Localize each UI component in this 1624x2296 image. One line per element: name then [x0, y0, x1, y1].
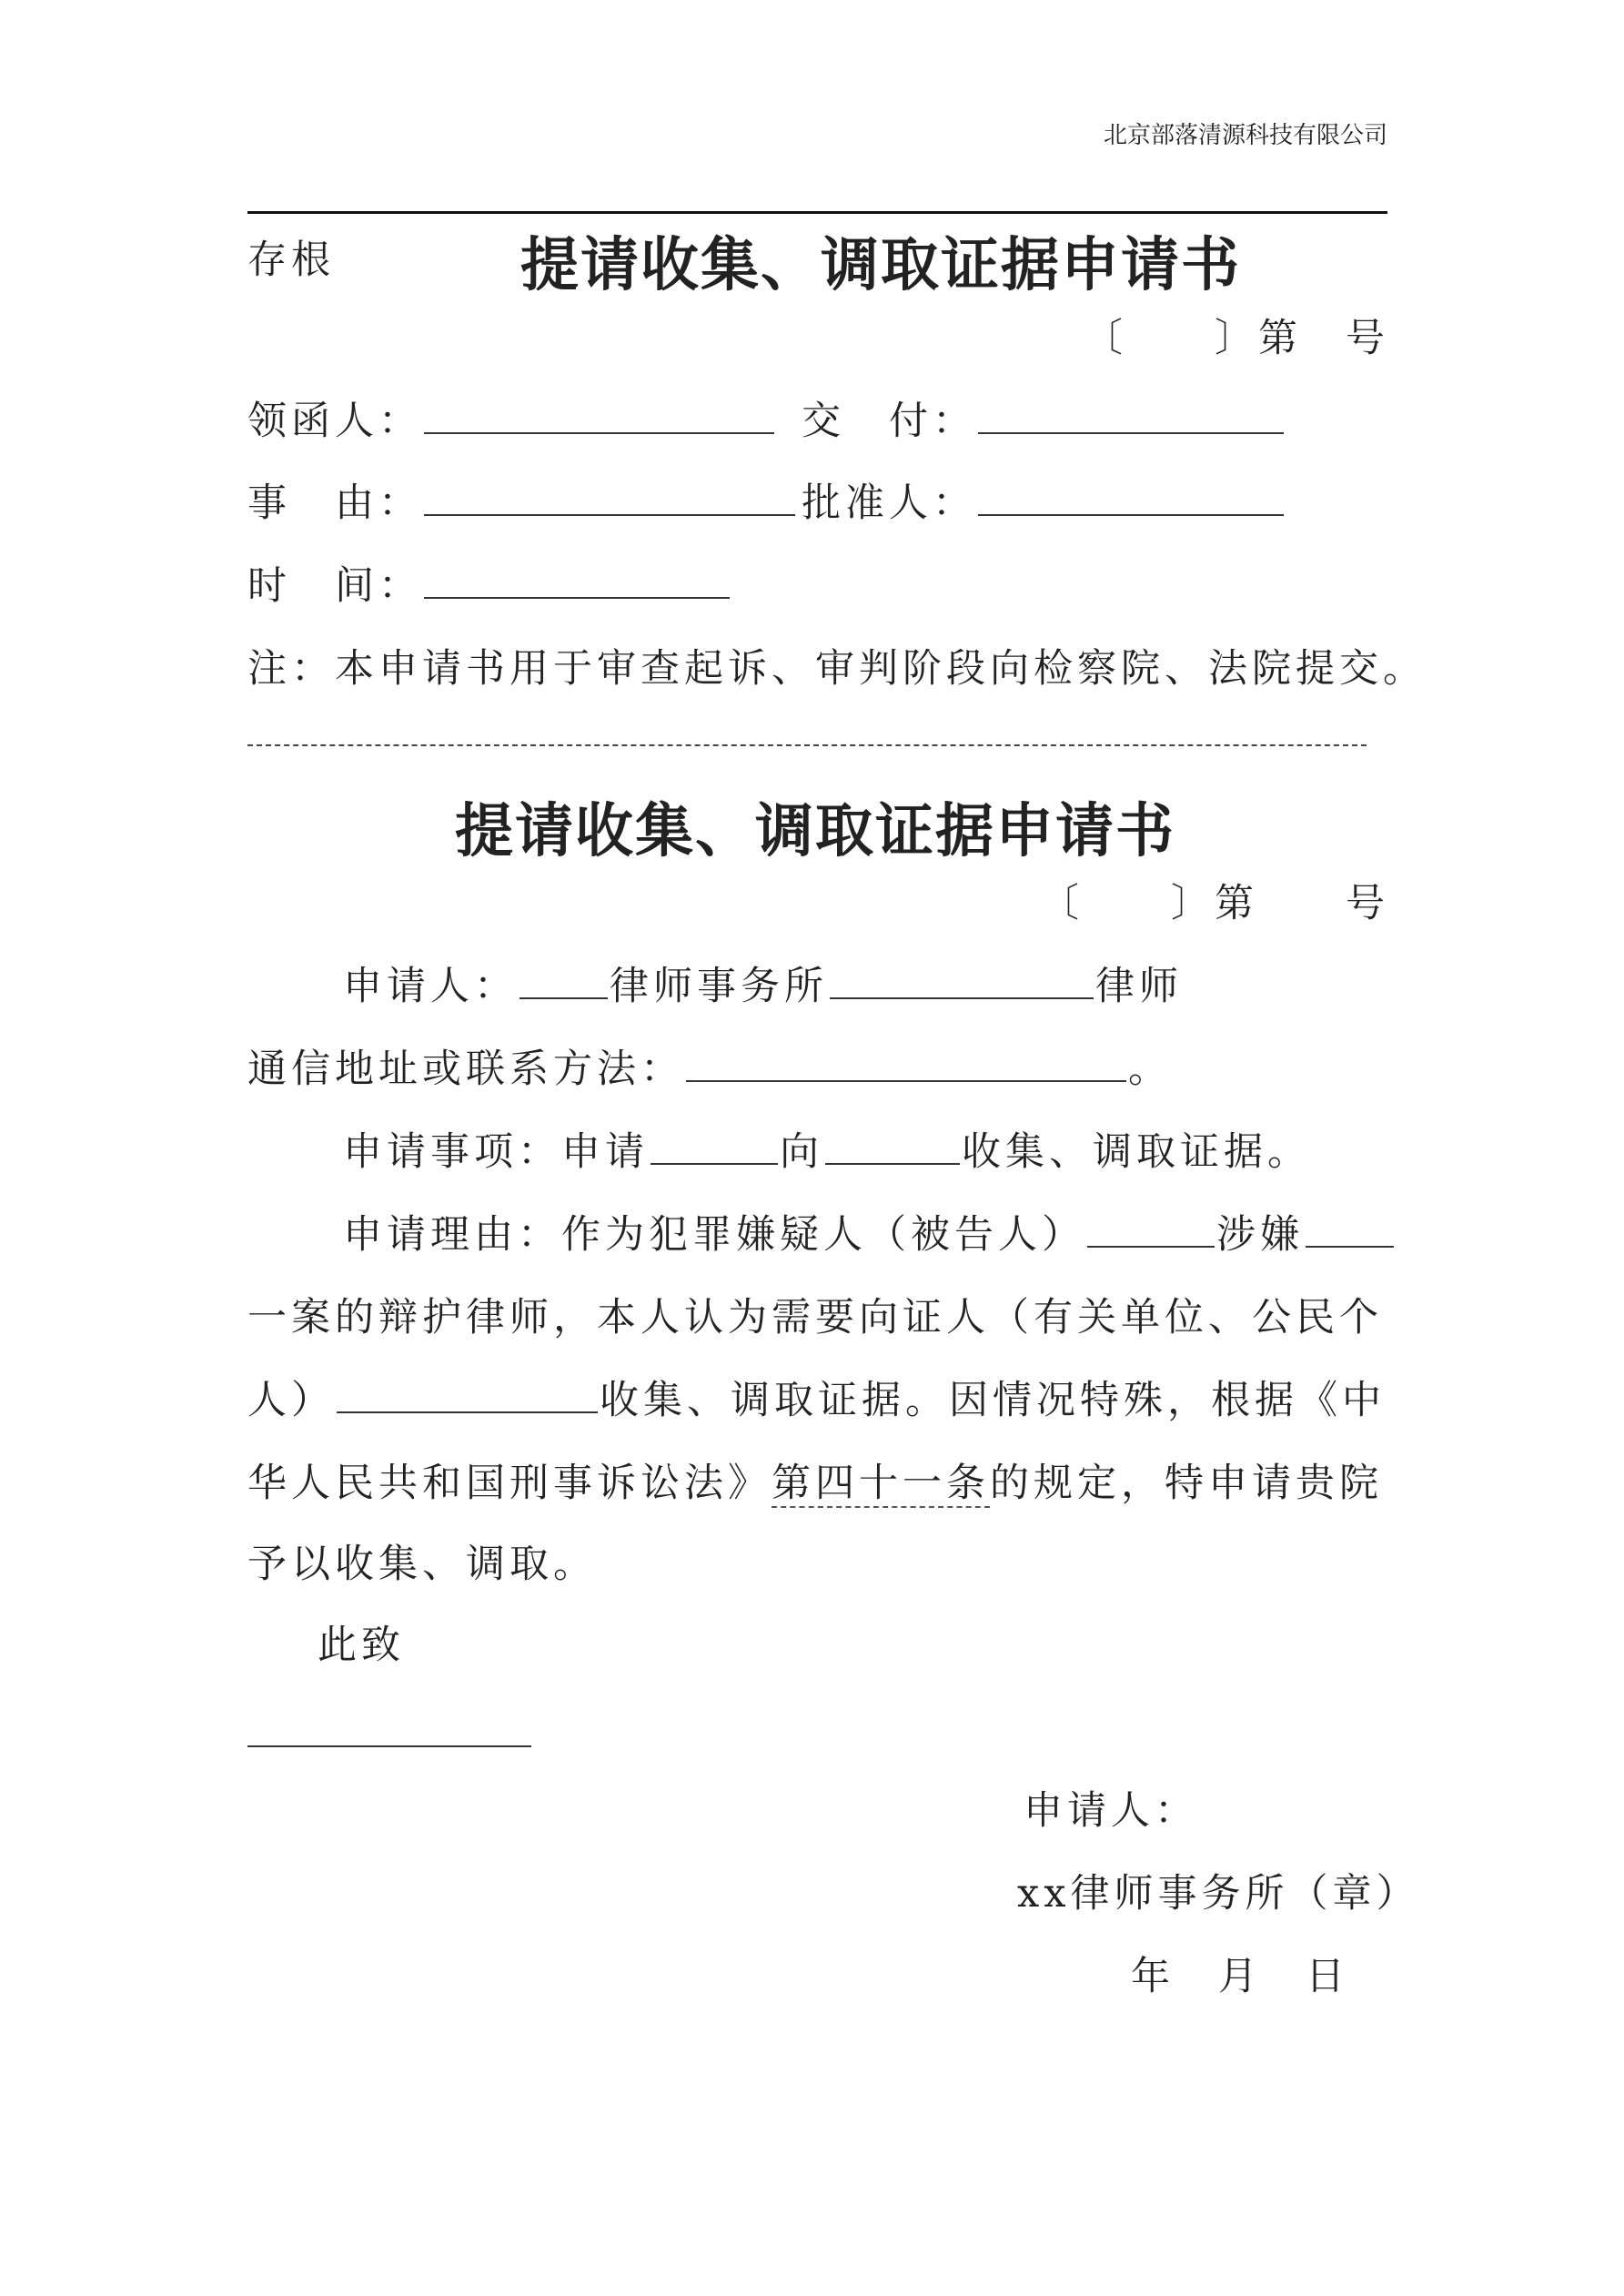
law-firm-field[interactable]: [519, 961, 608, 999]
line3-prefix: 人）: [247, 1378, 335, 1423]
line3-suffix: 收集、调取证据。因情况特殊，根据《中: [600, 1378, 1386, 1423]
lawyer-suffix: 律师: [1095, 964, 1183, 1009]
law-firm-suffix: 律师事务所: [610, 964, 828, 1009]
sign-date: 年 月 日: [1131, 1954, 1349, 1999]
contact-field[interactable]: [686, 1044, 1126, 1082]
sign-applicant: 申请人：: [1024, 1788, 1198, 1834]
time-field[interactable]: [424, 561, 730, 599]
line4-prefix: 华人民共和国刑事诉讼法》: [247, 1461, 772, 1506]
reason-line-4: [247, 1458, 1383, 1509]
reason-line-3: [247, 1375, 1386, 1426]
matter-suffix: 收集、调取证据。: [962, 1129, 1311, 1175]
stub-reason-row: [247, 478, 797, 529]
recipient-label: 领函人：: [247, 399, 422, 444]
time-label: 时 间：: [247, 563, 422, 609]
witness-field[interactable]: [337, 1375, 598, 1413]
cut-line: [247, 744, 1367, 746]
reason-line-5: 予以收集、调取。: [247, 1542, 597, 1587]
salutation: 此致: [318, 1623, 405, 1668]
matter-prefix: 申请事项：申请: [343, 1129, 649, 1175]
matter-line: [343, 1127, 1311, 1178]
stub-number: 〔 〕第 号: [1084, 316, 1389, 361]
stub-note: 注：本申请书用于审查起诉、审判阶段向检察院、法院提交。: [247, 646, 1427, 692]
contact-line: [247, 1044, 1172, 1095]
matter-target-field[interactable]: [825, 1127, 960, 1165]
stub-title: 提请收集、调取证据申请书: [520, 232, 1241, 299]
stub-delivery-row: [802, 396, 1286, 447]
sign-firm: xx律师事务所（章）: [1017, 1871, 1420, 1917]
delivery-field[interactable]: [978, 396, 1284, 434]
reason-suspected: 涉嫌: [1216, 1212, 1304, 1258]
approver-field[interactable]: [978, 478, 1284, 516]
contact-end: 。: [1128, 1047, 1172, 1092]
article-reference: 第四十一条: [772, 1461, 990, 1506]
reason-field[interactable]: [424, 478, 795, 516]
delivery-label: 交 付：: [802, 399, 976, 444]
stub-time-row: [247, 561, 731, 612]
recipient-field[interactable]: [424, 396, 774, 434]
matter-court-field[interactable]: [651, 1127, 778, 1165]
stub-label: 存根: [247, 238, 335, 283]
form-title: 提请收集、调取证据申请书: [455, 798, 1175, 865]
form-number: 〔 〕第 号: [1040, 881, 1389, 926]
line4-suffix: 的规定，特申请贵院: [990, 1461, 1383, 1506]
charge-field[interactable]: [1306, 1209, 1394, 1248]
reason-line-2: 一案的辩护律师，本人认为需要向证人（有关单位、公民个: [247, 1295, 1383, 1340]
suspect-field[interactable]: [1087, 1209, 1215, 1248]
company-header: 北京部落清源科技有限公司: [1103, 122, 1387, 149]
lawyer-field[interactable]: [830, 961, 1094, 999]
approver-label: 批准人：: [802, 480, 976, 526]
reason-label: 事 由：: [247, 480, 422, 526]
reason-prefix: 申请理由：作为犯罪嫌疑人（被告人）: [343, 1212, 1085, 1258]
top-rule: [247, 211, 1387, 214]
recipient-court-field[interactable]: [247, 1745, 531, 1747]
matter-to: 向: [780, 1129, 823, 1175]
stub-approver-row: [802, 478, 1286, 529]
reason-line-1: [343, 1209, 1396, 1260]
applicant-label: 申请人：: [343, 964, 518, 1009]
stub-recipient-row: [247, 396, 776, 447]
contact-label: 通信地址或联系方法：: [247, 1047, 684, 1092]
applicant-line: [343, 961, 1183, 1012]
